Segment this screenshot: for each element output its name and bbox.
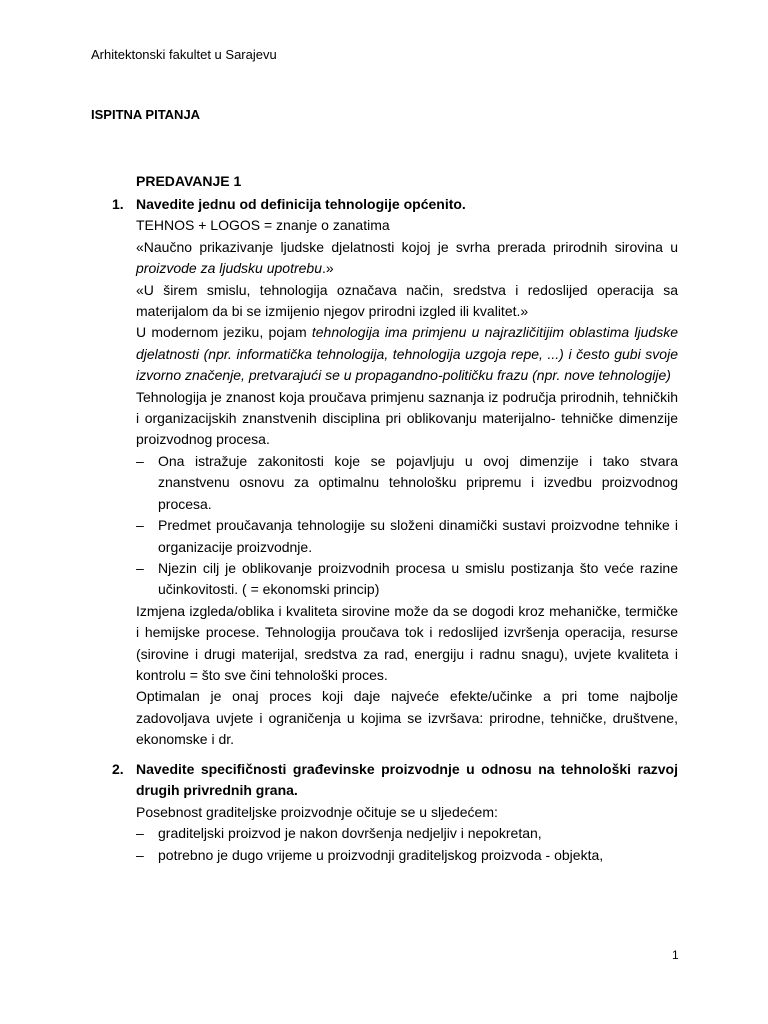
list-item: – Njezin cilj je oblikovanje proizvodnih procesa u smislu postizanja što veće razine učinkovitosti. ( = ekonomski princip) [136,559,678,598]
paragraph: «U širem smislu, tehnologija označava način, sredstva i redoslijed operacija sa materijalom da bi se izmijenio njegov prirodni izgled ili kvalitet.» [136,281,678,320]
bullet-list [113,451,678,601]
paragraph: TEHNOS + LOGOS = znanje o zanatima [136,217,390,234]
question-number: 2. [112,761,124,777]
question-number: 1. [112,196,124,212]
question-text: Navedite specifičnosti građevinske proizvodnje u odnosu na tehnološki razvoj drugih privrednih grana. [136,761,678,799]
list-item: – Ona istražuje zakonitosti koje se pojavljuju u ovoj dimenzije i tako stvara znanstvenu osnovu za optimalnu tehnološku pripremu i izvedbu proizvodnog procesa. [136,452,678,512]
list-item: – potrebno je dugo vrijeme u proizvodnji graditeljskog proizvoda - objekta, [136,846,604,863]
list-item: – graditeljski proizvod je nakon dovršenja nedjeljiv i nepokretan, [136,825,542,842]
bullet-list [113,823,678,866]
paragraph: U modernom jeziku, pojam tehnologija ima primjenu u najrazličitijim oblastima ljudske djelatnosti (npr. informatička tehnologija, tehnologija uzgoja repe, ...) i često gubi svoje izvorno značenje, pretvarajući se u propagandno-političku frazu (npr. nove tehnologije) [136,324,679,384]
paragraph: Posebnost graditeljske proizvodnje očituje se u sljedećem: [136,803,498,820]
page-number: 1 [672,948,679,962]
paragraph: Optimalan je onaj proces koji daje najveće efekte/učinke a pri tome najbolje zadovoljava uvjete i ograničenja u kojima se izvršava: prirodne, tehničke, društvene, ekonomske i dr. [136,688,678,748]
lecture-title: PREDAVANJE 1 [136,173,242,189]
exam-title: ISPITNA PITANJA [91,107,201,122]
paragraph: «Naučno prikazivanje ljudske djelatnosti kojoj je svrha prerada prirodnih sirovina u proizvode za ljudsku upotrebu.» [136,238,678,277]
paragraph: Izmjena izgleda/oblika i kvaliteta sirovine može da se dogodi kroz mehaničke, termičke i hemijske procese. Tehnologija proučava tok i redoslijed izvršenja operacija, resurse (sirovine i drugi materijal, sredstva za rad, energiju i radnu snagu), uvjete kvaliteta i kontrolu = što sve čini tehnološki proces. [136,602,678,683]
paragraph: Tehnologija je znanost koja proučava primjenu saznanja iz područja prirodnih, tehničkih i organizacijskih znanstvenih disciplina pri oblikovanju materijalno- tehničke dimenzije proizvodnog procesa. [136,388,678,448]
question-text: Navedite jednu od definicija tehnologije općenito. [136,196,466,212]
question-2 [112,759,678,866]
list-item: – Predmet proučavanja tehnologije su složeni dinamički sustavi proizvodne tehnike i organizacije proizvodnje. [136,517,678,555]
document-header: Arhitektonski fakultet u Sarajevu [91,47,277,62]
question-1 [112,194,679,751]
